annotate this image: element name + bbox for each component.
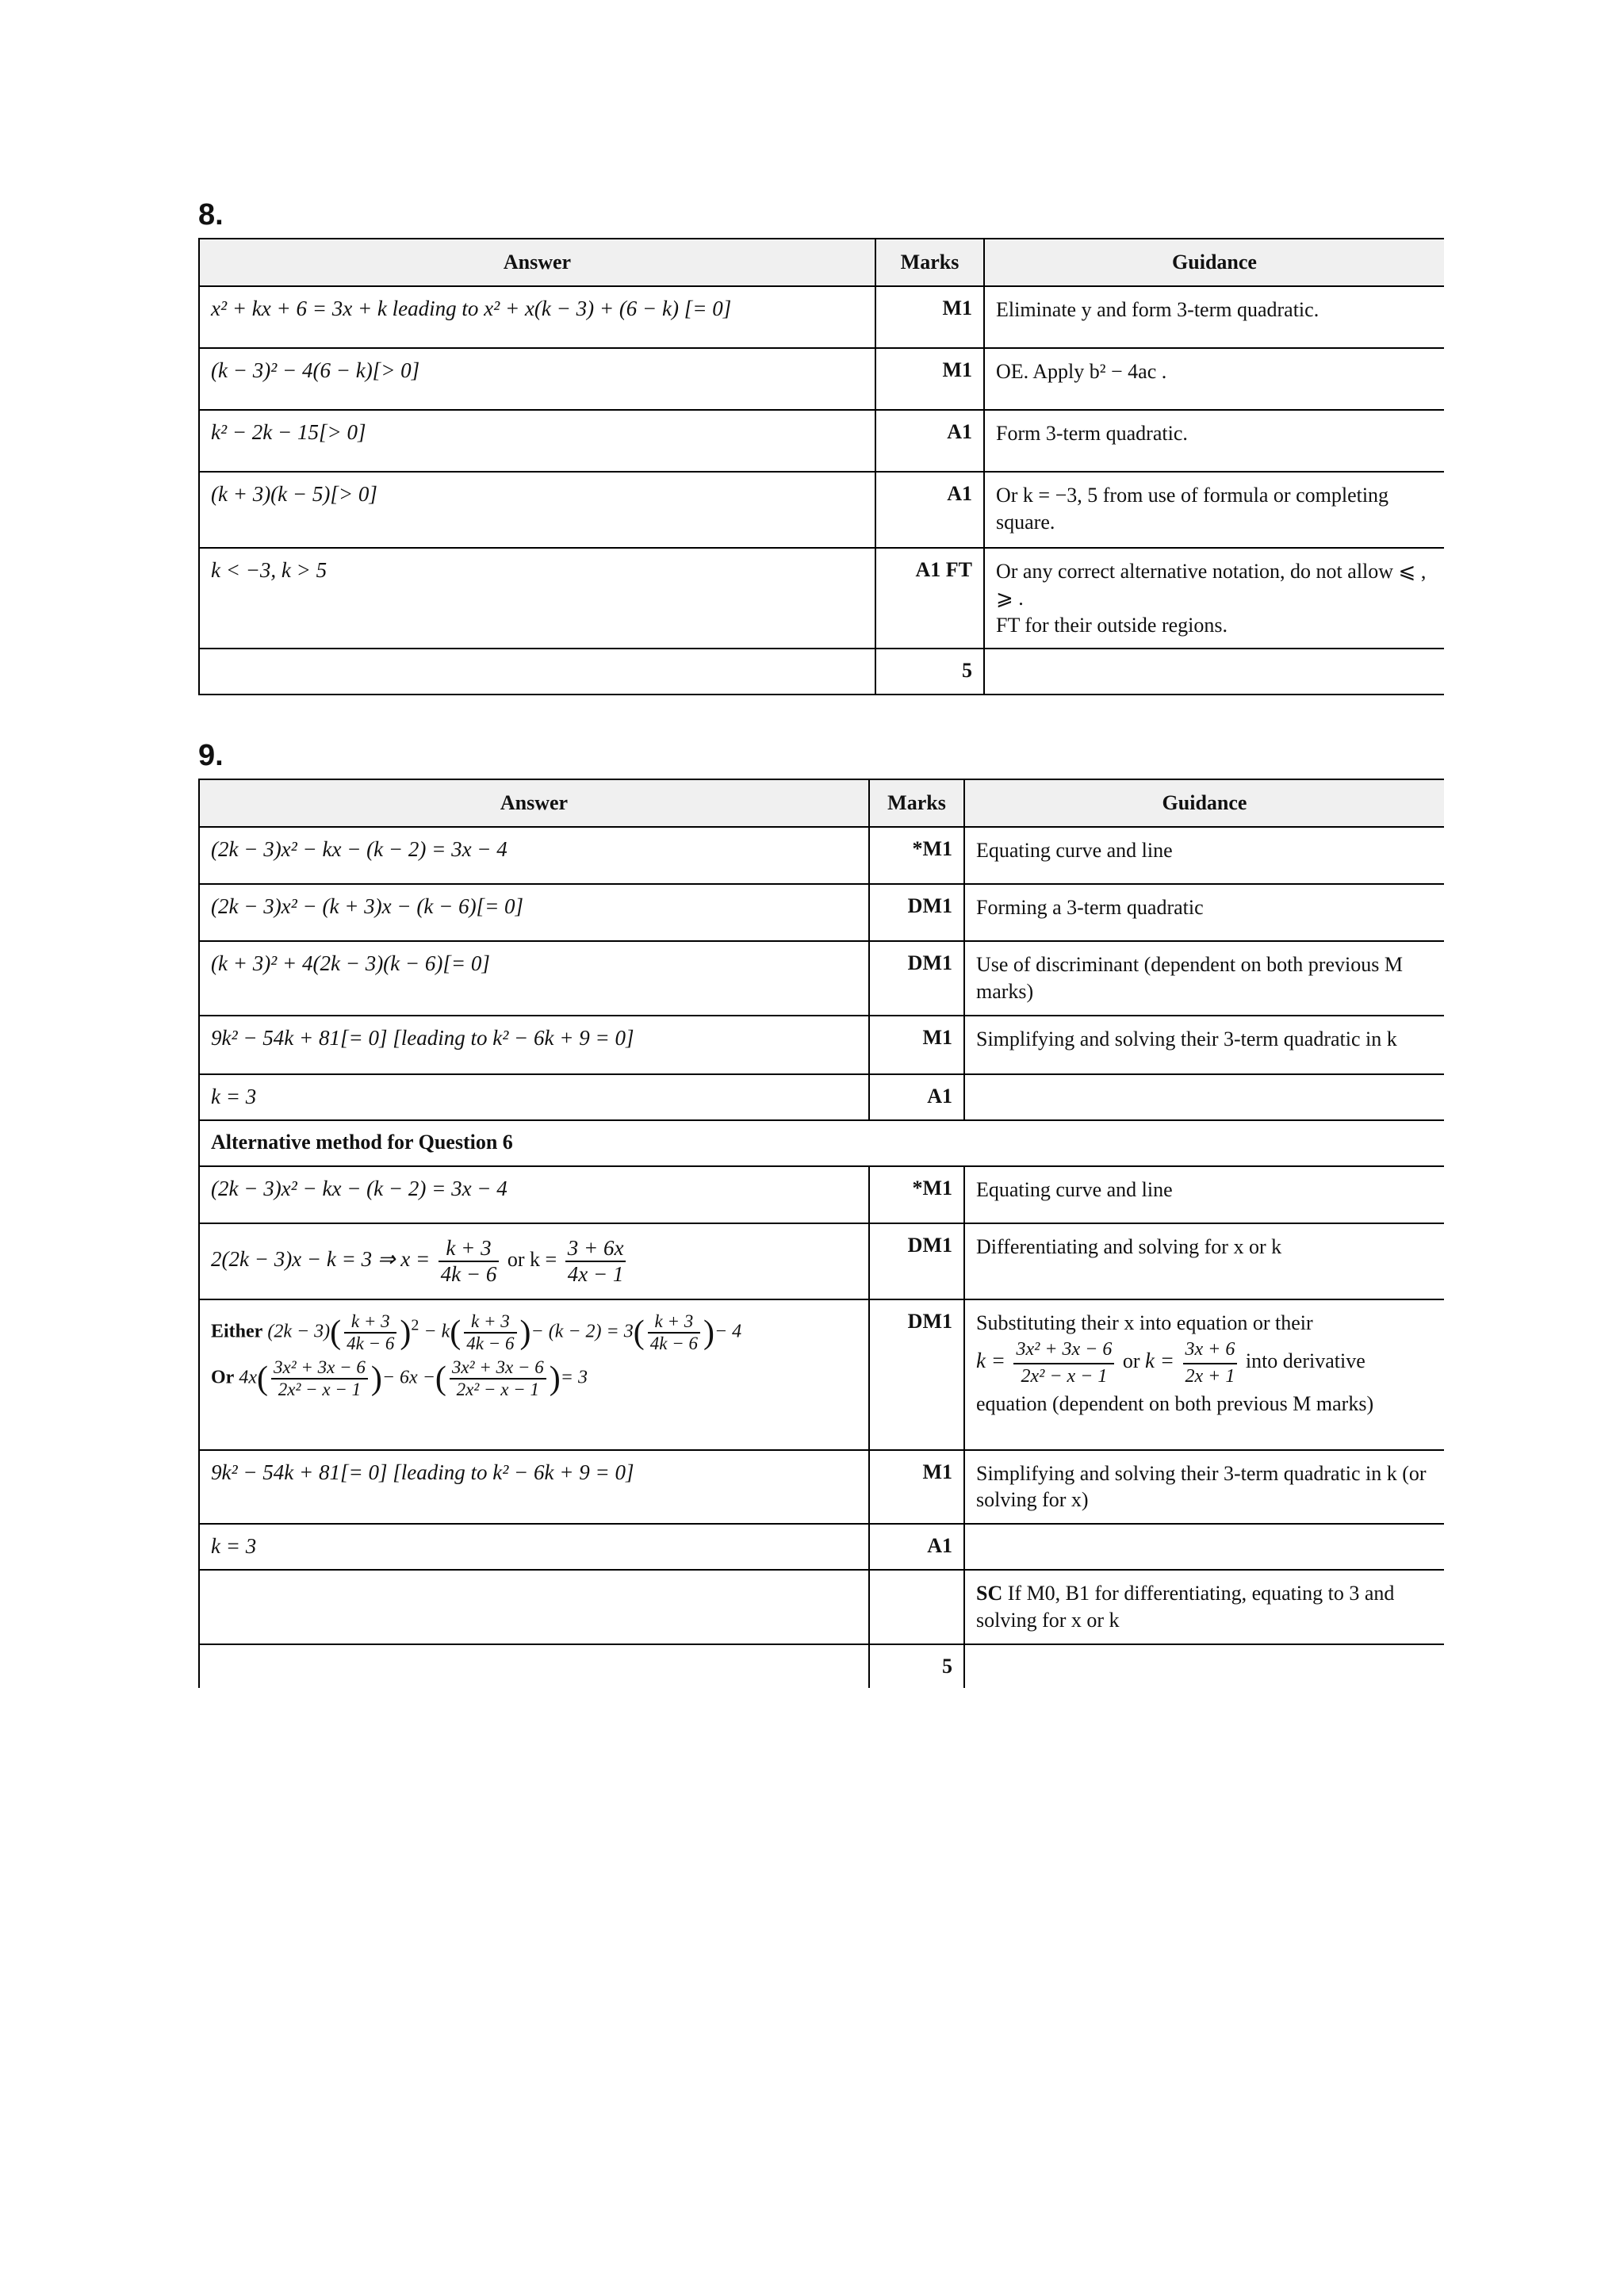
guidance-cell: OE. Apply b² − 4ac . bbox=[984, 348, 1444, 410]
marks-cell: A1 bbox=[869, 1074, 964, 1120]
guidance-header: Guidance bbox=[984, 239, 1444, 286]
marks-header: Marks bbox=[869, 779, 964, 827]
answer-header: Answer bbox=[199, 779, 869, 827]
alternative-method-row bbox=[199, 1120, 1444, 1166]
table-row bbox=[199, 1166, 1444, 1223]
guidance-cell: Eliminate y and form 3-term quadratic. bbox=[984, 286, 1444, 348]
marks-cell: *M1 bbox=[869, 827, 964, 884]
x-fraction: $\frac{k + 3}{4k - 6}$ bbox=[439, 1236, 500, 1287]
question-9-number: 9. bbox=[198, 739, 224, 772]
guidance-cell: Use of discriminant (dependent on both previous M marks) bbox=[964, 941, 1444, 1016]
empty-cell bbox=[199, 1644, 869, 1688]
table-row bbox=[199, 884, 1444, 941]
table-row bbox=[199, 1074, 1444, 1120]
marks-cell: A1 bbox=[875, 410, 984, 472]
answer-cell: 9k² − 54k + 81[= 0] [leading to k² − 6k + 9 = 0] bbox=[211, 1025, 634, 1050]
answer-cell: (k + 3)² + 4(2k − 3)(k − 6)[= 0] bbox=[211, 951, 490, 975]
k-fraction: $\frac{3 + 6x}{4x - 1}$ bbox=[565, 1236, 626, 1287]
or-line: Or 4x( $\frac{\text{3x² + 3x − 6}}{\text{2x² − x − 1}}$ )− 6x −( $\frac{\text{3x² + 3x − 6}}{\text{2x² − x − 1}}$ )= 3 bbox=[211, 1357, 588, 1399]
empty-cell bbox=[199, 649, 875, 695]
marks-cell: M1 bbox=[869, 1016, 964, 1074]
guidance-cell: Simplifying and solving their 3-term quadratic in k (or solving for x) bbox=[964, 1450, 1444, 1525]
answer-cell: k = 3 bbox=[211, 1534, 257, 1559]
table-row bbox=[199, 472, 1444, 548]
empty-cell bbox=[199, 1570, 869, 1644]
answer-header: Answer bbox=[199, 239, 875, 286]
answer-cell: k² − 2k − 15[> 0] bbox=[211, 420, 366, 444]
guidance-cell: Substituting their x into equation or their k = $\frac{\text{3x² + 3x − 6}}{\text{2x² − x − 1}}$ or k = $\frac{3x + 6}{2x + 1}$ into derivative equation (dependent on both previous M marks) bbox=[964, 1299, 1444, 1450]
answer-cell: (k − 3)² − 4(6 − k)[> 0] bbox=[211, 358, 420, 382]
total-row bbox=[199, 649, 1444, 695]
answer-cell: k < −3, k > 5 bbox=[211, 558, 327, 582]
or-k-label: or k = bbox=[507, 1247, 557, 1271]
table-row bbox=[199, 827, 1444, 884]
empty-cell bbox=[984, 649, 1444, 695]
guidance-cell: Equating curve and line bbox=[964, 1166, 1444, 1223]
table-row bbox=[199, 286, 1444, 348]
guidance-cell bbox=[984, 548, 1444, 649]
table-row bbox=[199, 941, 1444, 1016]
empty-cell bbox=[964, 1644, 1444, 1688]
answer-cell: x² + kx + 6 = 3x + k leading to x² + x(k − 3) + (6 − k) [= 0] bbox=[211, 297, 732, 320]
guidance-cell: Or k = −3, 5 from use of formula or completing square. bbox=[984, 472, 1444, 548]
table-header bbox=[199, 779, 1444, 827]
guidance-cell: SC If M0, B1 for differentiating, equating to 3 and solving for x or k bbox=[964, 1570, 1444, 1644]
guidance-cell: Simplifying and solving their 3-term quadratic in k bbox=[964, 1016, 1444, 1074]
guidance-cell: Differentiating and solving for x or k bbox=[964, 1223, 1444, 1299]
marks-cell: *M1 bbox=[869, 1166, 964, 1223]
question-8-number: 8. bbox=[198, 198, 224, 232]
either-line: Either (2k − 3)( $\frac{k + 3}{4k - 6}$ )$^2$ − k( $\frac{k + 3}{4k - 6}$ )− (k − 2) = 3( $\frac{k + 3}{4k - 6}$ )− 4 bbox=[211, 1311, 742, 1353]
table-row bbox=[199, 410, 1444, 472]
marks-cell bbox=[869, 1570, 964, 1644]
table-row bbox=[199, 1016, 1444, 1074]
marks-cell: A1 bbox=[869, 1524, 964, 1570]
total-row bbox=[199, 1644, 1444, 1688]
answer-cell: 9k² − 54k + 81[= 0] [leading to k² − 6k + 9 = 0] bbox=[211, 1460, 634, 1484]
table-header bbox=[199, 239, 1444, 286]
marks-cell: DM1 bbox=[869, 1299, 964, 1450]
table-row bbox=[199, 1524, 1444, 1570]
answer-cell: (k + 3)(k − 5)[> 0] bbox=[211, 482, 377, 506]
guidance-cell: Forming a 3-term quadratic bbox=[964, 884, 1444, 941]
table-row bbox=[199, 1223, 1444, 1299]
alternative-method-title: Alternative method for Question 6 bbox=[199, 1120, 1444, 1166]
table-row bbox=[199, 348, 1444, 410]
derivative-equation: 2(2k − 3)x − k = 3 ⇒ x = bbox=[211, 1246, 431, 1271]
q8-mark-scheme-table bbox=[198, 238, 1444, 695]
table-row bbox=[199, 548, 1444, 649]
table-row bbox=[199, 1299, 1444, 1450]
total-marks: 5 bbox=[869, 1644, 964, 1688]
guidance-cell bbox=[964, 1074, 1444, 1120]
answer-cell: (2k − 3)x² − kx − (k − 2) = 3x − 4 bbox=[211, 1176, 508, 1200]
answer-cell: k = 3 bbox=[211, 1084, 257, 1108]
guidance-line: FT for their outside regions. bbox=[996, 613, 1228, 637]
marks-cell: DM1 bbox=[869, 941, 964, 1016]
answer-cell: (2k − 3)x² − kx − (k − 2) = 3x − 4 bbox=[211, 837, 508, 861]
guidance-line: Or any correct alternative notation, do not allow ⩽ , ⩾ . bbox=[996, 560, 1427, 610]
marks-header: Marks bbox=[875, 239, 984, 286]
q9-mark-scheme-table bbox=[198, 779, 1444, 1688]
marks-cell: DM1 bbox=[869, 884, 964, 941]
marks-cell: M1 bbox=[875, 286, 984, 348]
table-row bbox=[199, 1450, 1444, 1525]
guidance-cell: Equating curve and line bbox=[964, 827, 1444, 884]
marks-cell: DM1 bbox=[869, 1223, 964, 1299]
answer-cell: (2k − 3)x² − (k + 3)x − (k − 6)[= 0] bbox=[211, 894, 524, 918]
marks-cell: A1 bbox=[875, 472, 984, 548]
marks-cell: M1 bbox=[869, 1450, 964, 1525]
marks-cell: M1 bbox=[875, 348, 984, 410]
table-row bbox=[199, 1570, 1444, 1644]
marks-cell: A1 FT bbox=[875, 548, 984, 649]
guidance-cell: Form 3-term quadratic. bbox=[984, 410, 1444, 472]
guidance-header: Guidance bbox=[964, 779, 1444, 827]
total-marks: 5 bbox=[875, 649, 984, 695]
guidance-cell bbox=[964, 1524, 1444, 1570]
